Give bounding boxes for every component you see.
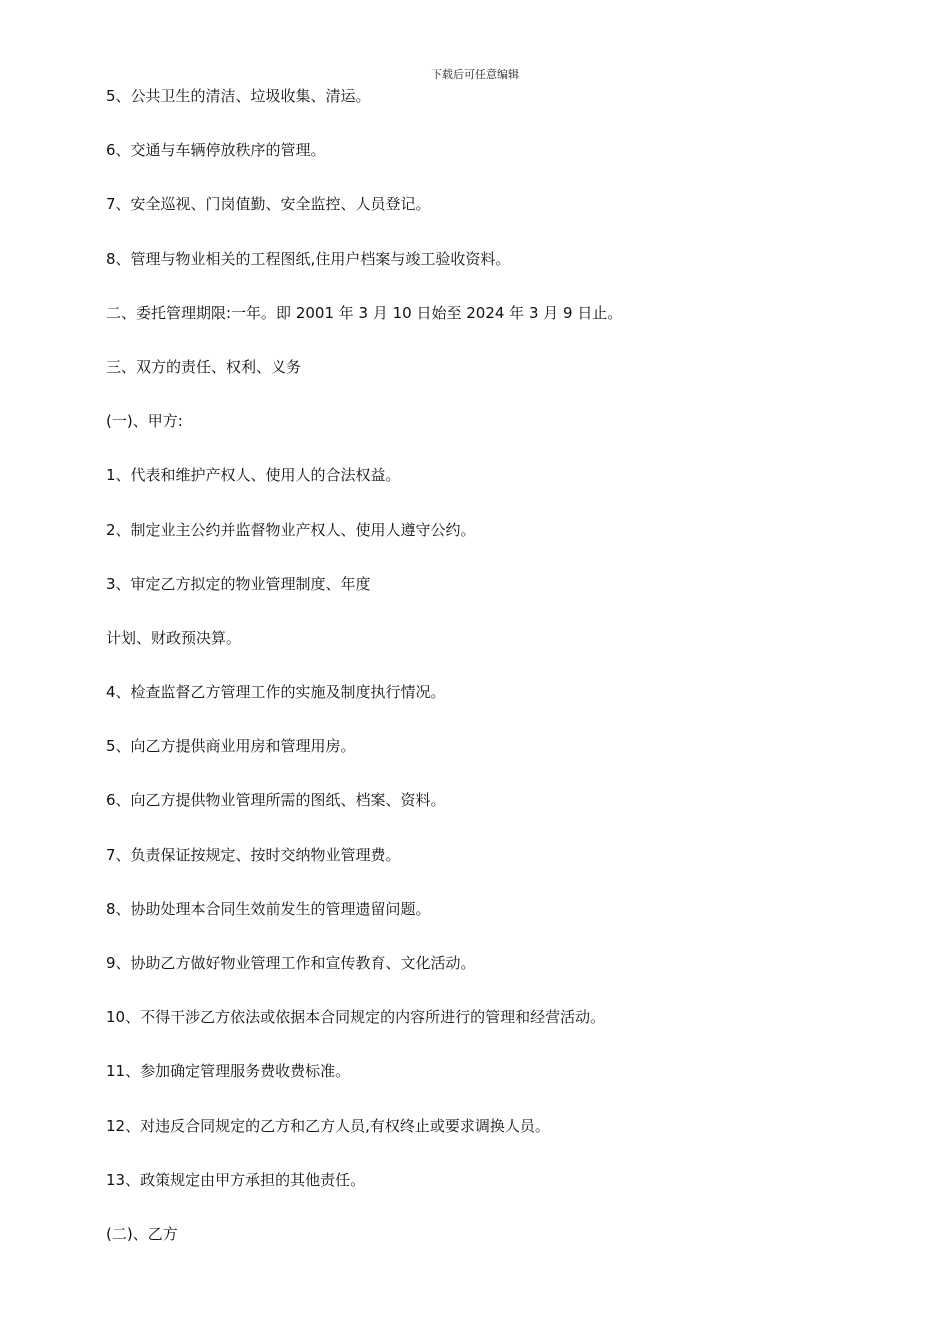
clause-6-traffic-parking: 6、交通与车辆停放秩序的管理。 bbox=[106, 141, 326, 160]
party-a-item-13: 13、政策规定由甲方承担的其他责任。 bbox=[106, 1170, 366, 1189]
section-3-heading: 三、双方的责任、权利、义务 bbox=[106, 357, 302, 376]
party-a-item-10: 10、不得干涉乙方依法或依据本合同规定的内容所进行的管理和经营活动。 bbox=[106, 1008, 606, 1027]
party-a-item-12: 12、对违反合同规定的乙方和乙方人员,有权终止或要求调换人员。 bbox=[106, 1116, 550, 1135]
clause-5-public-hygiene: 5、公共卫生的清洁、垃圾收集、清运。 bbox=[106, 87, 371, 105]
party-a-item-7: 7、负责保证按规定、按时交纳物业管理费。 bbox=[106, 845, 401, 864]
page-header: 下载后可任意编辑 bbox=[431, 68, 519, 81]
party-a-item-11: 11、参加确定管理服务费收费标准。 bbox=[106, 1062, 351, 1081]
section-2-term: 二、委托管理期限:一年。即 2001 年 3 月 10 日始至 2024 年 3 月 9 日止。 bbox=[106, 303, 623, 322]
party-a-item-9: 9、协助乙方做好物业管理工作和宣传教育、文化活动。 bbox=[106, 954, 476, 972]
party-a-item-8: 8、协助处理本合同生效前发生的管理遗留问题。 bbox=[106, 899, 431, 918]
party-a-item-5: 5、向乙方提供商业用房和管理用房。 bbox=[106, 737, 356, 756]
party-a-item-4: 4、检查监督乙方管理工作的实施及制度执行情况。 bbox=[106, 683, 446, 702]
party-a-item-1: 1、代表和维护产权人、使用人的合法权益。 bbox=[106, 466, 401, 485]
party-b-heading: (二)、乙方 bbox=[106, 1224, 178, 1243]
clause-7-security: 7、安全巡视、门岗值勤、安全监控、人员登记。 bbox=[106, 195, 431, 214]
party-a-item-2: 2、制定业主公约并监督物业产权人、使用人遵守公约。 bbox=[106, 520, 476, 539]
party-a-heading: (一)、甲方: bbox=[106, 412, 183, 431]
party-a-item-3-continued: 计划、财政预决算。 bbox=[106, 628, 242, 647]
party-a-item-6: 6、向乙方提供物业管理所需的图纸、档案、资料。 bbox=[106, 791, 446, 810]
clause-8-drawings-archives: 8、管理与物业相关的工程图纸,住用户档案与竣工验收资料。 bbox=[106, 249, 511, 268]
party-a-item-3: 3、审定乙方拟定的物业管理制度、年度 bbox=[106, 574, 371, 593]
document-body bbox=[106, 84, 886, 1276]
